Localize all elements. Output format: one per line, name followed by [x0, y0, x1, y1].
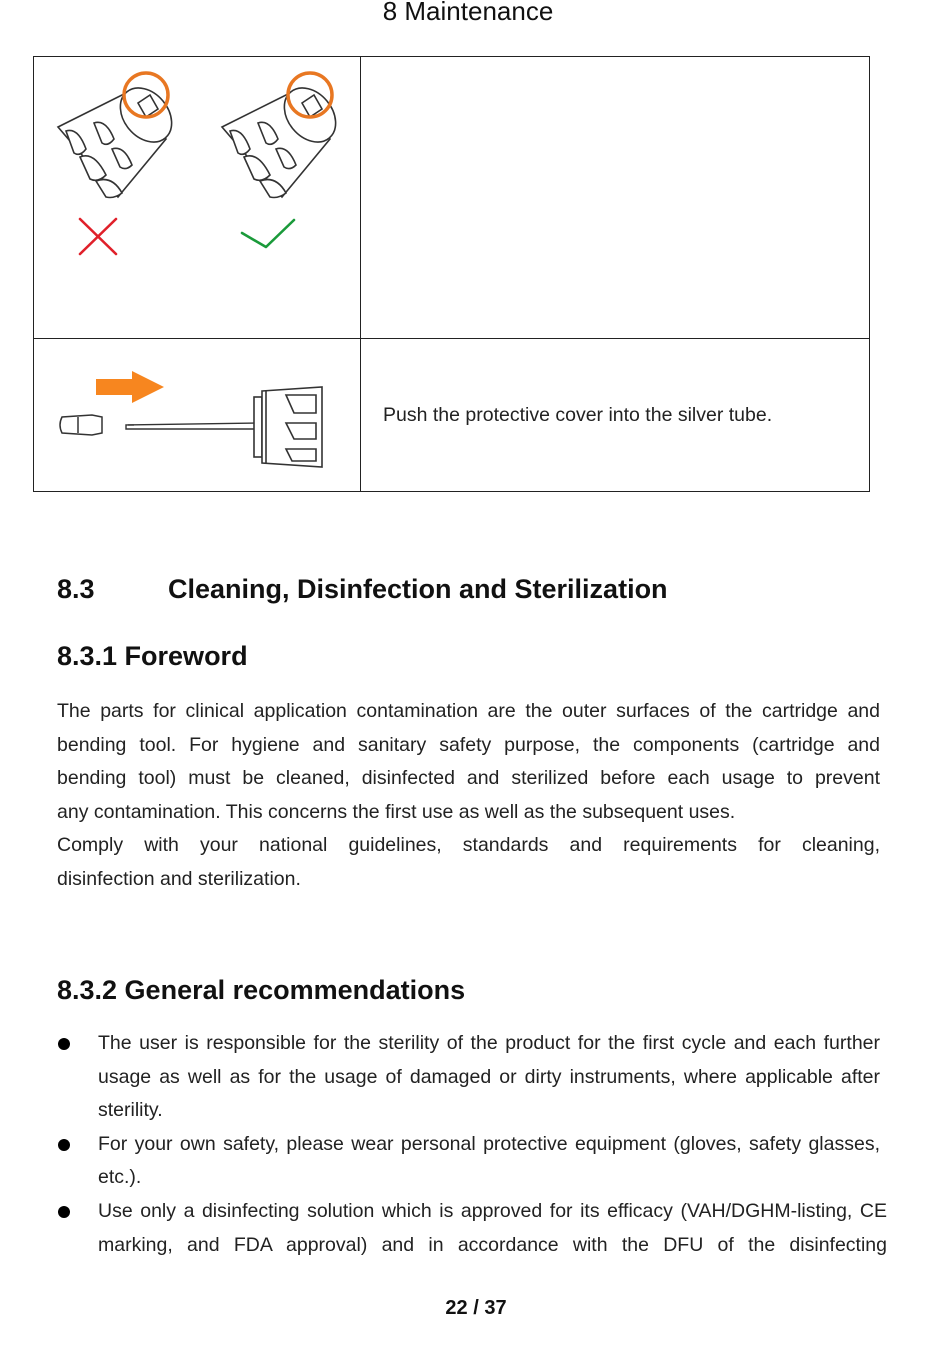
text-line: bending tool. For hygiene and sanitary safety purpose, the components (cartridge and: [57, 733, 880, 756]
figure-row: [34, 57, 870, 339]
protective-cover-drawing: [60, 415, 102, 435]
figure-cell-text: Push the protective cover into the silver tube.: [361, 339, 870, 492]
cartridge-side-drawing: [254, 387, 322, 467]
section-heading: [57, 574, 668, 605]
figure-cell-orientation: [34, 57, 361, 339]
list-item: [57, 1195, 887, 1262]
wrong-x-icon: [80, 219, 116, 254]
bullet-icon: [58, 1038, 70, 1050]
recommendations-list: [57, 1027, 887, 1262]
cartridge-wrong-drawing: [58, 78, 182, 198]
page-separator: /: [473, 1297, 479, 1319]
push-arrow-icon: [96, 371, 164, 403]
figure-cell-push-cover: [34, 339, 361, 492]
text-line: Comply with your national guidelines, standards and requirements for cleaning,: [57, 834, 880, 857]
bullet-icon: [58, 1206, 70, 1218]
bullet-icon: [58, 1139, 70, 1151]
foreword-paragraph: [57, 695, 880, 897]
list-item-text: Use only a disinfecting solution which is approved for its efficacy (VAH/DGHM-listing, CE marking, and FDA approval) and in accordance with the DFU of the disinfecting: [98, 1199, 887, 1256]
section-title: Cleaning, Disinfection and Sterilization: [168, 574, 668, 604]
foreword-heading: 8.3.1 Foreword: [57, 641, 248, 671]
silver-tube-drawing: [126, 423, 256, 429]
figure-row: [34, 339, 870, 492]
section-number: 8.3: [57, 574, 95, 604]
current-page: 22: [445, 1297, 468, 1319]
figure-table: [33, 56, 870, 492]
list-item-text: For your own safety, please wear personal protective equipment (gloves, safety glasses, etc.).: [98, 1132, 880, 1189]
push-cover-illustration: [34, 339, 360, 486]
text-line: bending tool) must be cleaned, disinfected and sterilized before each usage to prevent: [57, 767, 880, 790]
cartridge-right-drawing: [222, 78, 346, 198]
list-item-text: The user is responsible for the sterility of the product for the first cycle and each further usage as well as for the usage of damaged or dirty instruments, where applicable after sterility.: [98, 1032, 880, 1122]
general-heading: 8.3.2 General recommendations: [57, 975, 466, 1005]
page-header: 8 Maintenance: [382, 0, 554, 26]
text-line: any contamination. This concerns the first use as well as the subsequent uses.: [57, 800, 736, 823]
cartridge-orientation-illustration: [34, 57, 360, 333]
list-item: [57, 1128, 880, 1195]
text-line: disinfection and sterilization.: [57, 867, 301, 890]
figure-cell-text: [361, 57, 870, 339]
check-icon: [242, 220, 294, 247]
list-item: [57, 1027, 880, 1128]
text-line: The parts for clinical application contamination are the outer surfaces of the cartridge and: [57, 700, 880, 722]
total-pages: 37: [484, 1297, 507, 1319]
page-number: [0, 1297, 950, 1320]
